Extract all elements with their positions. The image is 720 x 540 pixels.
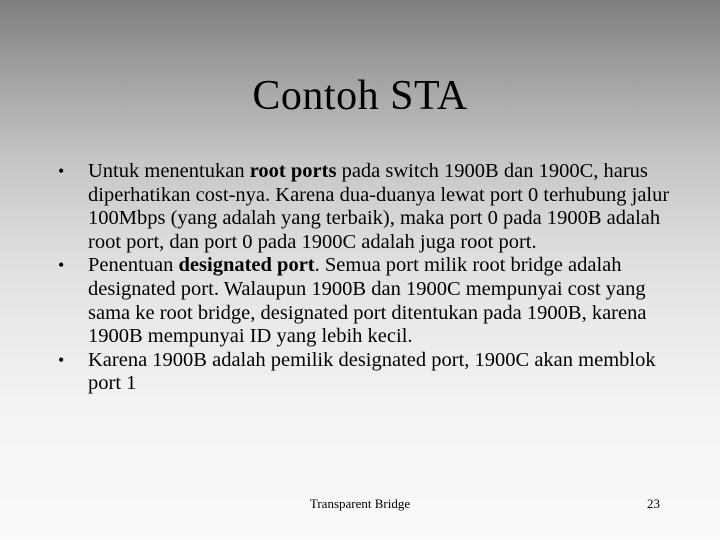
bullet-text bbox=[88, 254, 646, 347]
slide-title: Contoh STA bbox=[252, 73, 468, 119]
bullet-list bbox=[58, 160, 690, 396]
text-segment: pada switch 1900B dan 1900C, harus diperhatikan cost-nya. Karena dua-duanya lewat port 0 terhubung jalur 100Mbps (yang adalah yang terbaik), maka port 0 pada 1900B adalah root port, dan port 0 pada 1900C adalah juga root port. bbox=[88, 160, 670, 253]
bullet-item-designated-port bbox=[58, 254, 690, 348]
bullet-icon: • bbox=[58, 349, 65, 370]
bullet-icon: • bbox=[58, 161, 65, 181]
bullet-icon: • bbox=[58, 255, 65, 276]
bullet-text bbox=[88, 349, 656, 395]
bullet-item-block-port bbox=[58, 349, 690, 396]
bullet-item-root-ports bbox=[58, 160, 690, 254]
text-segment: Penentuan bbox=[88, 254, 179, 277]
bold-term-designated-port: designated port bbox=[178, 254, 315, 277]
text-segment: . Semua port milik root bridge adalah designated port. Walaupun 1900B dan 1900C mempunyai cost yang sama ke root bridge, designated port ditentukan pada 1900B, karena 1900B mempunyai ID yang lebih kecil. bbox=[88, 254, 647, 348]
footer-title: Transparent Bridge bbox=[309, 496, 411, 511]
bold-term-root-ports: root ports bbox=[249, 160, 337, 182]
text-segment: Untuk menentukan bbox=[88, 160, 250, 182]
page-number: 23 bbox=[647, 496, 660, 511]
text-segment: Karena 1900B adalah pemilik designated port, 1900C akan memblok port 1 bbox=[88, 348, 656, 395]
bullet-text bbox=[88, 160, 669, 253]
